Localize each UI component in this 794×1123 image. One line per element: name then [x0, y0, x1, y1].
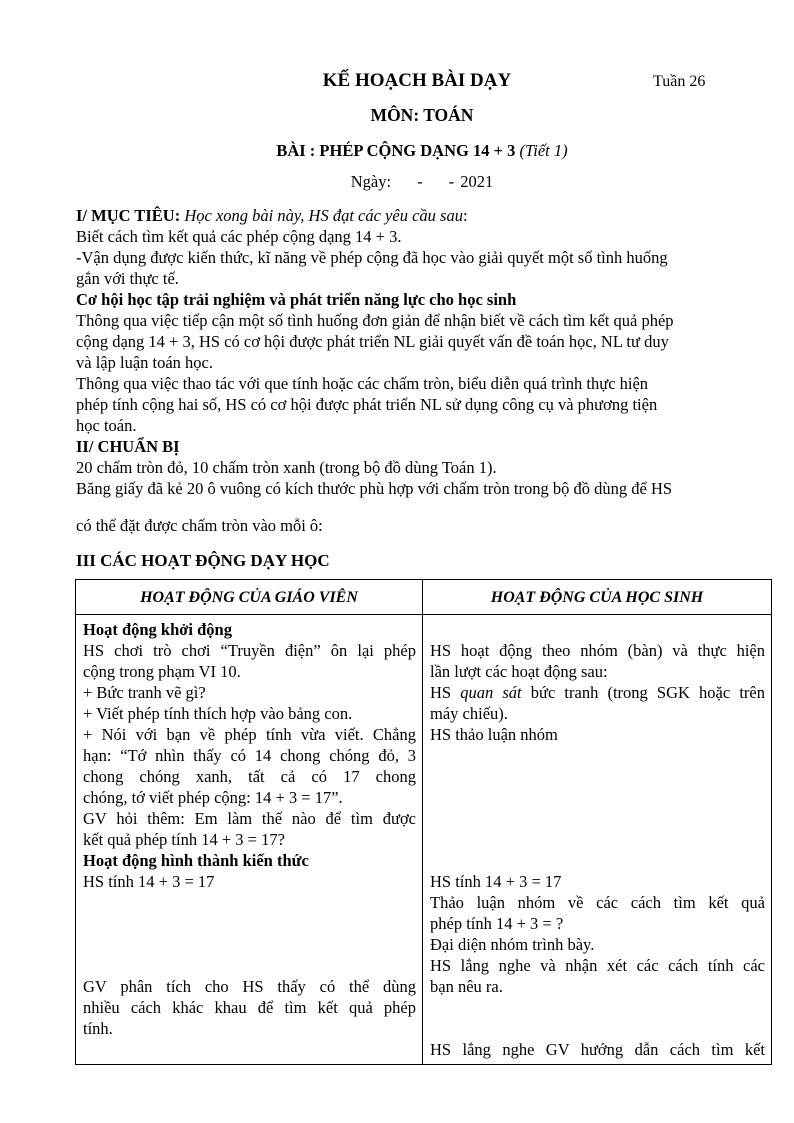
teacher-line: cộng trong phạm VI 10.	[83, 662, 241, 681]
table-header-row	[76, 580, 772, 615]
teacher-line: HS chơi trò chơi “Truyền điện” ôn lại phép	[83, 641, 416, 660]
teacher-line: + Viết phép tính thích hợp vào bảng con.	[83, 704, 353, 723]
student-line: lần lượt các hoạt động sau:	[430, 662, 608, 681]
teacher-line: GV phân tích cho HS thấy có thể dùng	[83, 977, 416, 996]
lesson-part: (Tiết 1)	[519, 141, 568, 160]
observe-prefix: HS	[430, 683, 461, 702]
teacher-activities-cell	[76, 615, 423, 1065]
objective-item: Biết cách tìm kết quả các phép cộng dạng 14 + 3.	[76, 227, 402, 246]
student-line: HS tính 14 + 3 = 17	[430, 872, 562, 891]
teacher-line: GV hỏi thêm: Em làm thế nào để tìm được	[83, 809, 416, 828]
preparation-line: 20 chấm tròn đỏ, 10 chấm tròn xanh (trong bộ đồ dùng Toán 1).	[76, 458, 497, 477]
teacher-column-header: HOẠT ĐỘNG CỦA GIÁO VIÊN	[76, 580, 423, 615]
activities-heading: III CÁC HOẠT ĐỘNG DẠY HỌC	[76, 551, 330, 570]
objectives-intro: Học xong bài này, HS đạt các yêu cầu sau	[184, 206, 463, 225]
teacher-line: kết quả phép tính 14 + 3 = 17?	[83, 830, 285, 849]
student-line: phép tính 14 + 3 = ?	[430, 914, 564, 933]
competency-line: Thông qua việc tiếp cận một số tình huống đơn giản để nhận biết về cách tìm kết quả phép	[76, 311, 674, 330]
activities-table	[75, 579, 772, 1065]
teacher-line: nhiều cách khác khau để tìm kết quả phép	[83, 998, 416, 1017]
date-year: - 2021	[448, 172, 494, 191]
subject-heading: MÔN: TOÁN	[370, 105, 474, 125]
preparation-line: Băng giấy đã kẻ 20 ô vuông có kích thước phù hợp với chấm tròn trong bộ đồ dùng để HS	[76, 479, 673, 498]
observe-italic: quan sát	[460, 683, 522, 702]
teacher-line: HS tính 14 + 3 = 17	[83, 872, 215, 891]
date-separator: -	[417, 172, 423, 191]
objective-item: gắn với thực tế.	[76, 269, 179, 288]
activity-heading: Hoạt động hình thành kiến thức	[83, 851, 309, 870]
competency-line: và lập luận toán học.	[76, 353, 213, 372]
activity-heading: Hoạt động khởi động	[83, 620, 232, 639]
student-line: HS lắng nghe và nhận xét các cách tính các	[430, 956, 765, 975]
preparation-continued	[76, 515, 776, 536]
competency-line: Thông qua việc thao tác với que tính hoặc các chấm tròn, biểu diễn quá trình thực hiện	[76, 374, 649, 393]
objectives-intro-colon: :	[462, 206, 468, 225]
lesson-heading	[25, 141, 794, 161]
week-label: Tuần 26	[653, 73, 706, 90]
preparation-line: có thể đặt được chấm tròn vào mỗi ô:	[76, 516, 323, 535]
objectives-section	[76, 205, 776, 499]
student-line: HS lắng nghe GV hướng dẫn cách tìm kết	[430, 1040, 765, 1059]
teacher-line: chóng, tớ viết phép cộng: 14 + 3 = 17”.	[83, 788, 343, 807]
objective-item: -Vận dụng được kiến thức, kĩ năng về phép cộng đã học vào giải quyết một số tình huống	[76, 248, 668, 267]
date-label: Ngày:	[350, 172, 392, 191]
competency-heading: Cơ hội học tập trải nghiệm và phát triển năng lực cho học sinh	[76, 290, 517, 309]
student-line: HS hoạt động theo nhóm (bàn) và thực hiện	[430, 641, 765, 660]
lesson-title: BÀI : PHÉP CỘNG DẠNG 14 + 3	[276, 141, 516, 160]
student-line: bạn nêu ra.	[430, 977, 503, 996]
objectives-heading: I/ MỤC TIÊU:	[76, 206, 181, 225]
teacher-line: + Bức tranh vẽ gì?	[83, 683, 206, 702]
teacher-line: hạn: “Tớ nhìn thấy có 14 chong chóng đỏ, 3	[83, 746, 416, 765]
student-line	[430, 682, 765, 703]
preparation-heading: II/ CHUẨN BỊ	[76, 437, 180, 456]
table-row	[76, 615, 772, 1065]
student-activities-cell	[423, 615, 772, 1065]
competency-line: cộng dạng 14 + 3, HS có cơ hội được phát triển NL giải quyết vấn đề toán học, NL tư duy	[76, 332, 669, 351]
observe-suffix: bức tranh (trong SGK hoặc trên	[521, 683, 765, 702]
student-line: HS thảo luận nhóm	[430, 725, 558, 744]
date-line	[25, 172, 794, 192]
competency-line: học toán.	[76, 416, 137, 435]
student-line: Thảo luận nhóm về các cách tìm kết quả	[430, 893, 765, 912]
student-line: Đại diện nhóm trình bày.	[430, 935, 595, 954]
teacher-line: chong chóng xanh, tất cả có 17 chong	[83, 767, 416, 786]
teacher-line: tính.	[83, 1019, 113, 1038]
competency-line: phép tính cộng hai số, HS có cơ hội được phát triển NL sử dụng công cụ và phương tiện	[76, 395, 658, 414]
teacher-line: + Nói với bạn về phép tính vừa viết. Chẳng	[83, 725, 416, 744]
document-title: KẾ HOẠCH BÀI DẠY	[322, 70, 512, 91]
student-line: máy chiếu).	[430, 704, 508, 723]
student-column-header: HOẠT ĐỘNG CỦA HỌC SINH	[423, 580, 772, 615]
